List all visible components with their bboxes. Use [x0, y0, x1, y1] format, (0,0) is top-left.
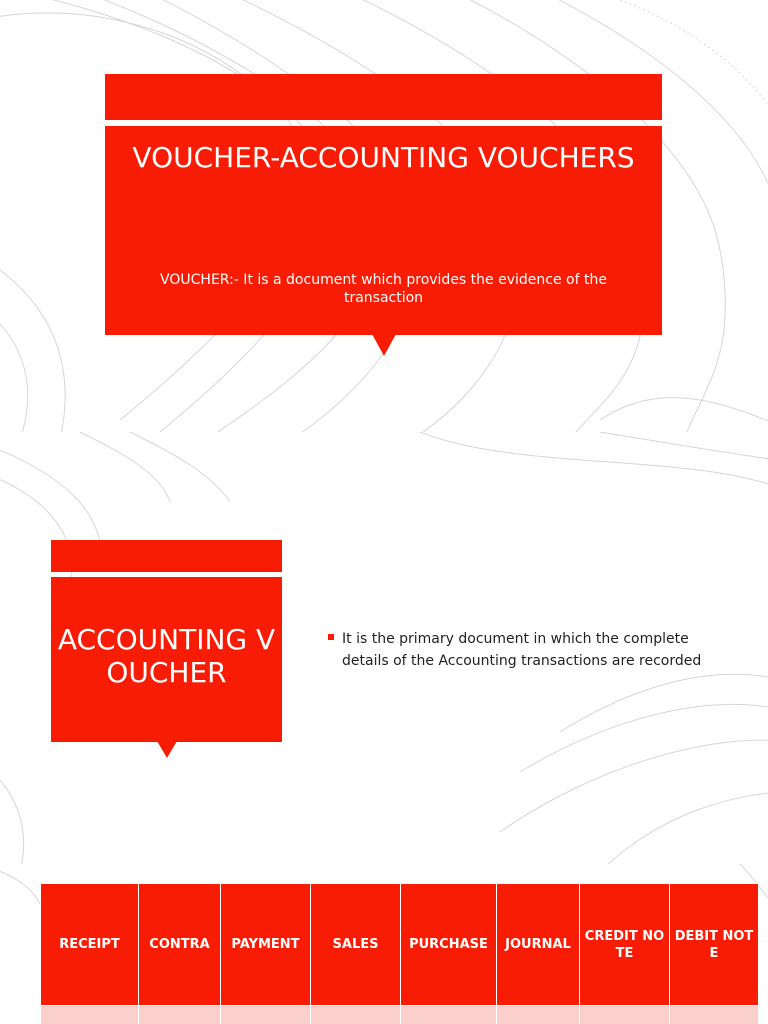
table-cell — [670, 1006, 759, 1024]
table-cell — [221, 1006, 311, 1024]
table-cell — [41, 1006, 139, 1024]
callout-pointer — [157, 741, 177, 758]
callout-pointer — [372, 334, 396, 356]
table-cell — [311, 1006, 401, 1024]
header-sales: SALES — [311, 884, 401, 1006]
bullet-square-icon — [328, 634, 334, 640]
bullet-text: It is the primary document in which the complete details of the Accounting transactions are recorded — [342, 631, 702, 669]
header-purchase: PURCHASE — [401, 884, 497, 1006]
slide-subtitle: VOUCHER:- It is a document which provides the evidence of the transaction — [160, 272, 607, 306]
slide-2 — [0, 432, 768, 864]
header-payment: PAYMENT — [221, 884, 311, 1006]
header-contra: CONTRA — [139, 884, 221, 1006]
slide-1 — [0, 0, 768, 432]
table-cell — [401, 1006, 497, 1024]
header-debit-note: DEBIT NOTE — [670, 884, 759, 1006]
table-header-row — [41, 884, 759, 1006]
slide-title: ACCOUNTING VOUCHER — [57, 623, 276, 689]
header-journal: JOURNAL — [497, 884, 580, 1006]
table-cell — [139, 1006, 221, 1024]
table-cell — [497, 1006, 580, 1024]
header-bar — [51, 540, 282, 572]
table-cell — [580, 1006, 670, 1024]
table-row — [41, 1006, 759, 1024]
header-receipt: RECEIPT — [41, 884, 139, 1006]
header-credit-note: CREDIT NOTE — [580, 884, 670, 1006]
header-bar — [105, 74, 662, 120]
voucher-types-table — [40, 883, 759, 1024]
slide-title: VOUCHER-ACCOUNTING VOUCHERS — [132, 141, 635, 174]
slide-3 — [0, 864, 768, 1024]
